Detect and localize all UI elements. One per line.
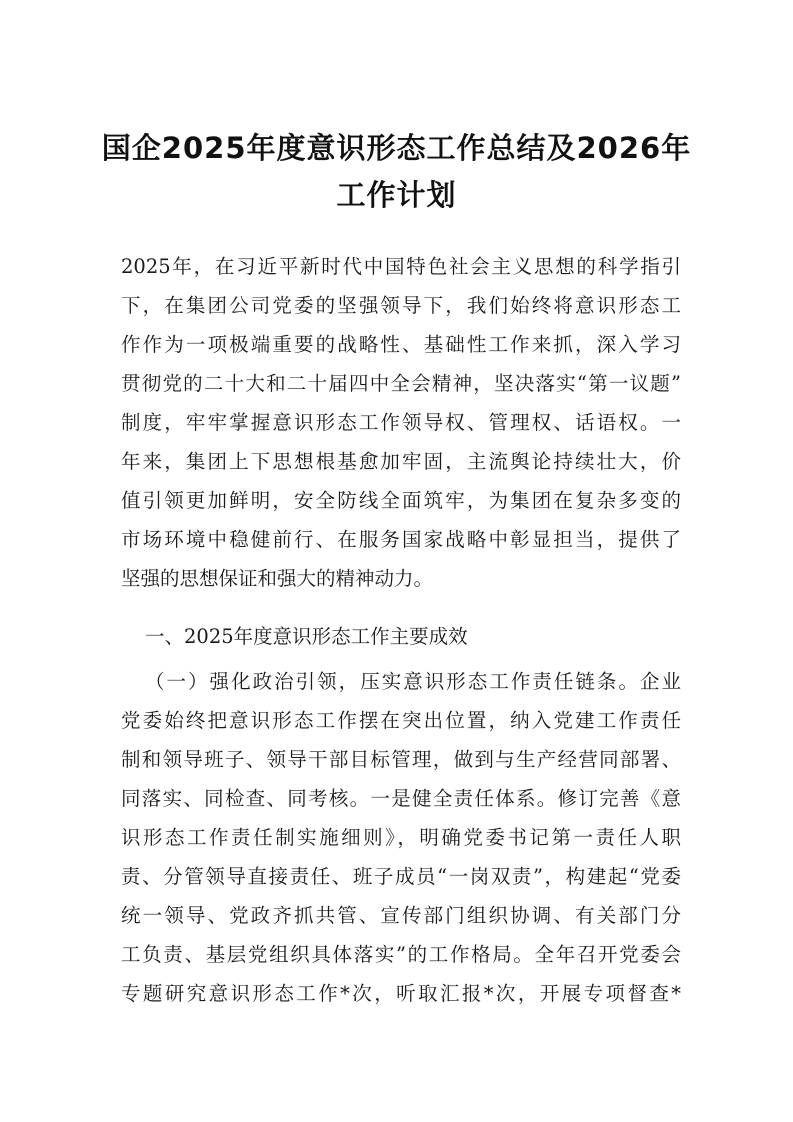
document-title-line-2: 工作计划 [336, 178, 457, 212]
paragraph-line: 识形态工作责任制实施细则》，明确党委书记第一责任人职 [121, 826, 681, 849]
paragraph-line: 贯彻党的二十大和二十届四中全会精神，坚决落实“第一议题” [121, 372, 681, 395]
paragraph-line: 坚强的思想保证和强大的精神动力。 [121, 567, 434, 590]
paragraph-line: 工负责、基层党组织具体落实”的工作格局。全年召开党委会 [121, 943, 681, 966]
paragraph-line: 专题研究意识形态工作*次，听取汇报*次，开展专项督查* [121, 982, 681, 1005]
paragraph-line: 作作为一项极端重要的战略性、基础性工作来抓，深入学习 [121, 333, 681, 356]
paragraph-line: 年来，集团上下思想根基愈加牢固，主流舆论持续壮大，价 [121, 450, 681, 473]
document-title-line-1: 国企2025年度意识形态工作总结及2026年 [101, 131, 692, 165]
paragraph-line: 党委始终把意识形态工作摆在突出位置，纳入党建工作责任 [121, 709, 681, 732]
paragraph-line: 2025年，在习近平新时代中国特色社会主义思想的科学指引 [121, 255, 681, 278]
paragraph-line: 同落实、同检查、同考核。一是健全责任体系。修订完善《意 [121, 787, 681, 810]
paragraph-line: 市场环境中稳健前行、在服务国家战略中彰显担当，提供了 [121, 528, 681, 551]
paragraph-line: 统一领导、党政齐抓共管、宣传部门组织协调、有关部门分 [121, 904, 681, 927]
paragraph-line: 制度，牢牢掌握意识形态工作领导权、管理权、话语权。一 [121, 411, 681, 434]
paragraph-line: （一）强化政治引领，压实意识形态工作责任链条。企业 [145, 670, 681, 693]
paragraph-line: 下，在集团公司党委的坚强领导下，我们始终将意识形态工 [121, 294, 681, 317]
section-heading: 一、2025年度意识形态工作主要成效 [145, 625, 468, 648]
paragraph-line: 值引领更加鲜明，安全防线全面筑牢，为集团在复杂多变的 [121, 489, 681, 512]
paragraph-line: 责、分管领导直接责任、班子成员“一岗双责”，构建起“党委 [121, 865, 681, 888]
paragraph-line: 制和领导班子、领导干部目标管理，做到与生产经营同部署、 [121, 748, 681, 771]
